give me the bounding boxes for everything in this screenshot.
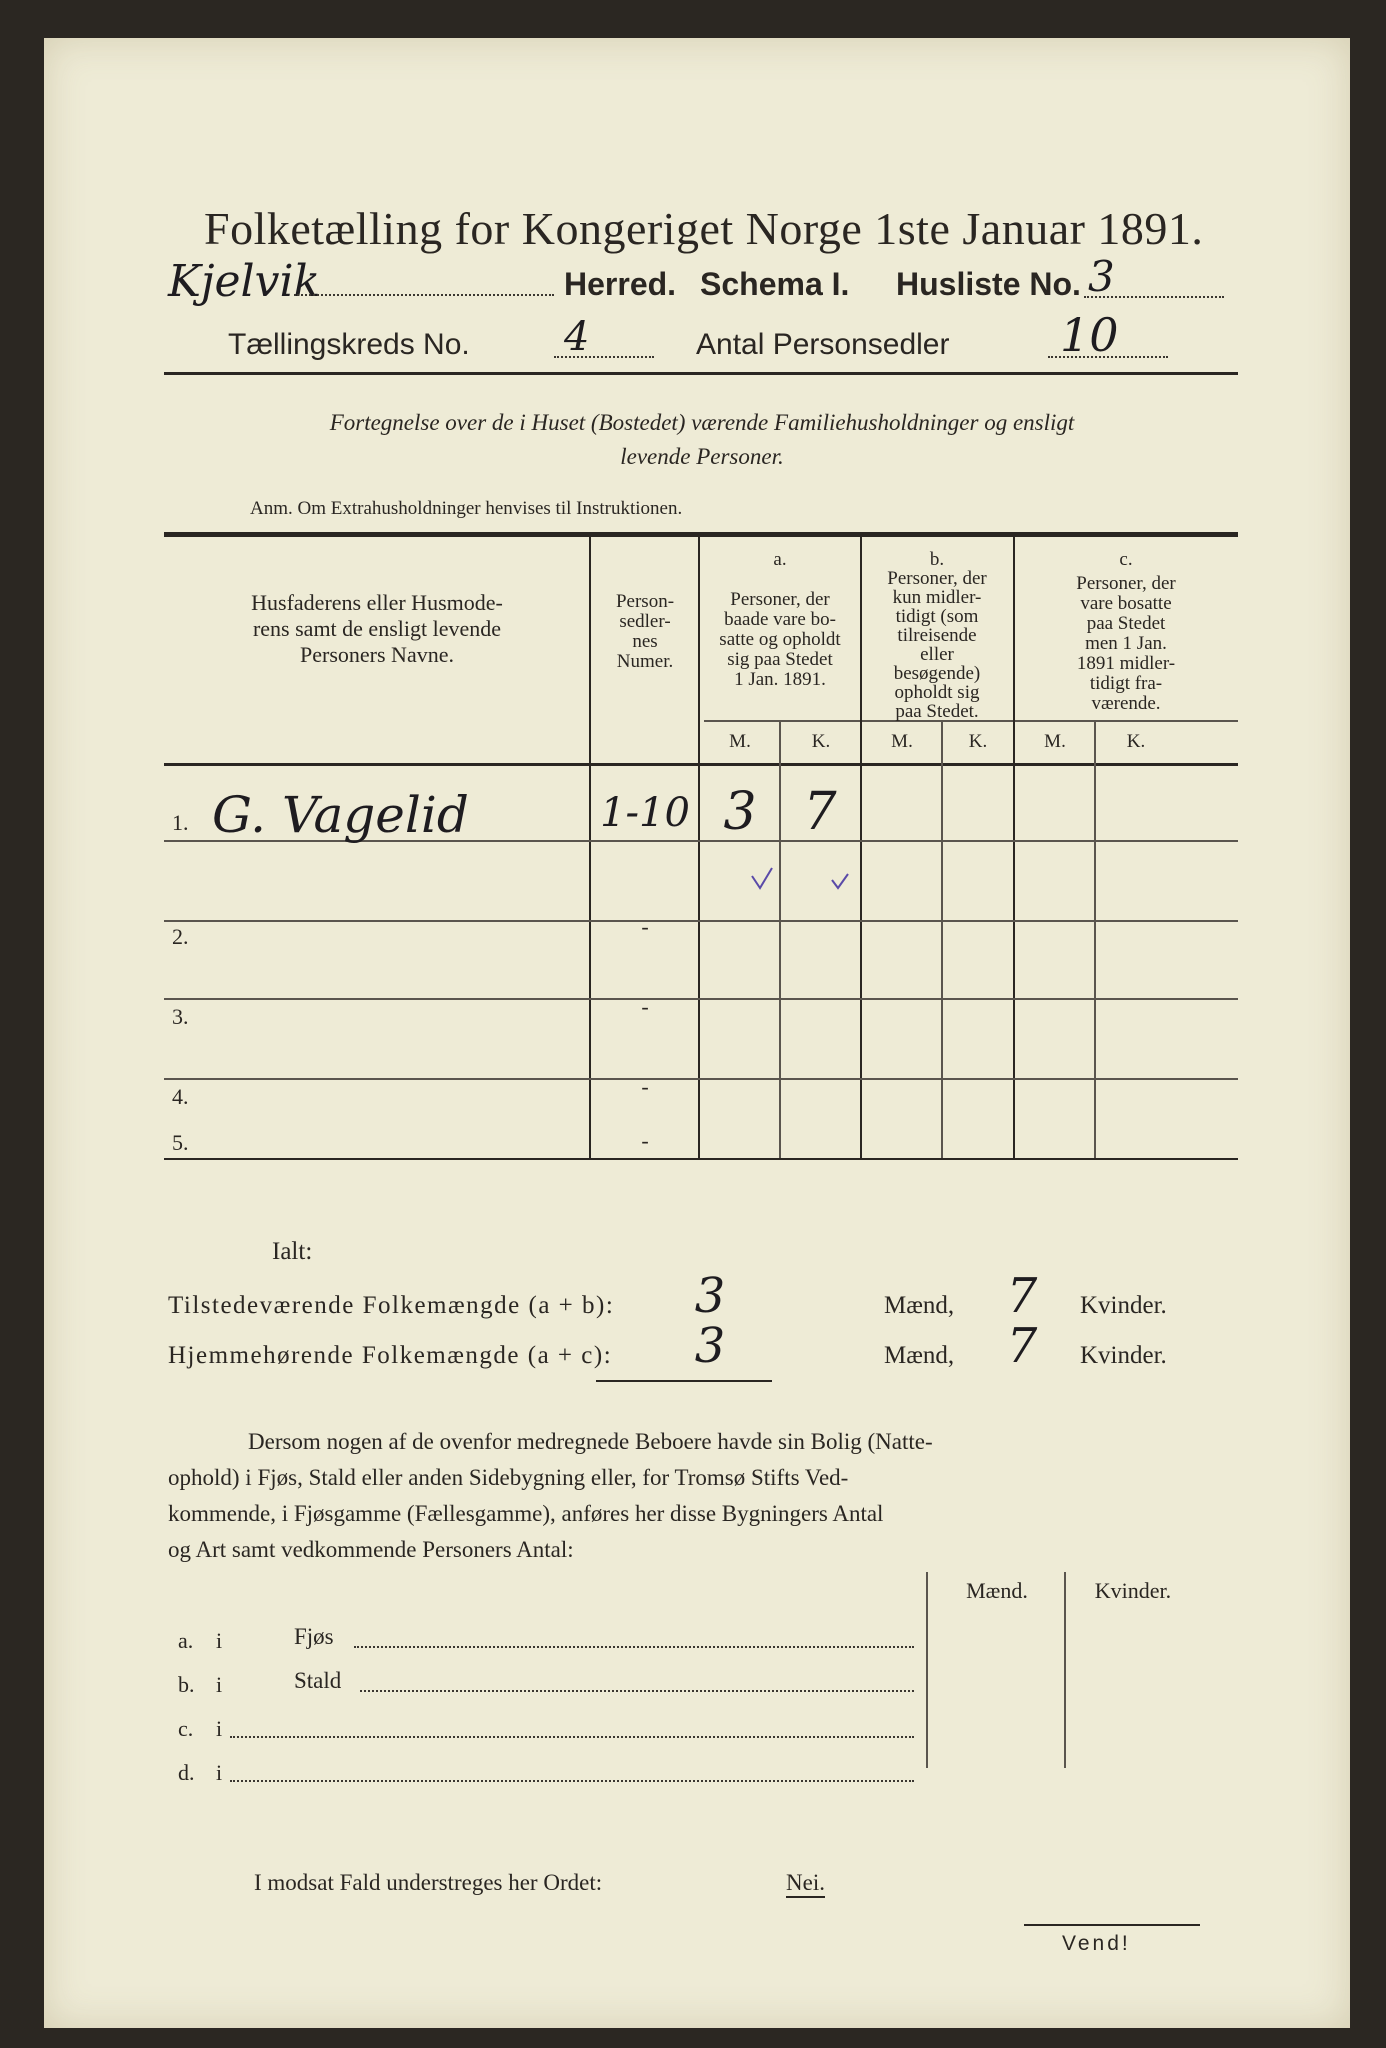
row-number: 5.: [172, 1130, 189, 1155]
notice-line: kommende, i Fjøsgamme (Fællesgamme), anføres her disse Bygningers Antal: [168, 1501, 884, 1526]
building-prefix: i: [216, 1760, 223, 1785]
check-mark-a-m: [752, 868, 772, 888]
table-header-rule: [164, 763, 1238, 766]
census-form-page: [44, 38, 1350, 2028]
notice-paragraph: [168, 1424, 1240, 1568]
row-numer-value: -: [641, 994, 649, 1019]
tilstede-maend: Mænd,: [884, 1292, 955, 1319]
col-header-numer-line: Person-: [615, 591, 675, 612]
building-prefix: i: [216, 1628, 223, 1653]
col-header-names-line: Personers Navne.: [300, 642, 454, 667]
row-number: 3.: [172, 1004, 189, 1029]
tilstede-k-handwritten: 7: [1006, 1268, 1038, 1324]
col-rule-numer: [589, 536, 591, 1158]
col-a-letter: a.: [773, 549, 787, 570]
row-line: [164, 1078, 1238, 1080]
col-b-line: besøgende): [893, 663, 981, 684]
col-header-numer-line: nes: [632, 631, 658, 652]
building-letter: b.: [178, 1672, 195, 1697]
tilstede-m-handwritten: 3: [694, 1268, 726, 1324]
building-letter: c.: [178, 1716, 194, 1741]
building-dotted-line: [230, 1736, 914, 1738]
col-b-line: Personer, der: [887, 568, 987, 589]
row-numer-value: -: [641, 914, 649, 939]
row-numer-value: -: [641, 1128, 649, 1153]
col-b-line: tilreisende: [897, 625, 977, 646]
col-header-names-line: Husfaderens eller Husmode-: [251, 590, 503, 615]
buildings-maend-header: Mænd.: [966, 1578, 1028, 1603]
col-header-b: [862, 550, 1012, 721]
notice-line: og Art samt vedkommende Personers Antal:: [168, 1537, 574, 1562]
building-label: Stald: [294, 1668, 342, 1693]
row-a-k-value: 7: [803, 782, 837, 842]
kreds-handwritten: 4: [564, 314, 590, 360]
col-a-line: sig paa Stedet: [727, 649, 833, 670]
building-prefix: i: [216, 1716, 223, 1741]
husliste-dotted-line: [1084, 296, 1224, 298]
personsedler-label: Antal Personsedler: [696, 328, 950, 361]
kreds-dotted-line: [554, 356, 654, 358]
check-mark-a-k: [832, 874, 848, 888]
building-label: Fjøs: [294, 1624, 334, 1649]
col-c-line: 1891 midler-: [1076, 653, 1176, 674]
vend-rule: [1024, 1924, 1200, 1926]
row-numer-handwritten: 1-10: [600, 790, 690, 836]
col-b-letter: b.: [929, 549, 945, 570]
col-c-line: Personer, der: [1076, 573, 1176, 594]
col-b-line: tidigt (som: [895, 606, 979, 627]
building-dotted-line: [354, 1646, 914, 1648]
hjemme-kvinder: Kvinder.: [1080, 1342, 1167, 1369]
herred-dotted-line: [294, 294, 554, 296]
building-prefix: i: [216, 1672, 223, 1697]
notice-line: ophold) i Fjøs, Stald eller anden Sidebygning eller, for Tromsø Stifts Ved-: [168, 1465, 849, 1490]
tilstede-kvinder: Kvinder.: [1080, 1292, 1167, 1319]
col-a-line: satte og opholdt: [719, 629, 841, 650]
kreds-label: Tællingskreds No.: [228, 328, 470, 361]
nei-word: Nei.: [786, 1870, 825, 1898]
hjemme-k-handwritten: 7: [1006, 1318, 1038, 1374]
separator-rule: [596, 1380, 772, 1382]
husliste-label: Husliste No.: [896, 266, 1081, 302]
col-header-names: [172, 590, 582, 668]
col-b-line: opholdt sig: [894, 682, 980, 703]
building-dotted-line: [230, 1780, 914, 1782]
row-name-handwritten: G. Vagelid: [212, 786, 469, 844]
form-title: Folketælling for Kongeriget Norge 1ste Januar 1891.: [204, 203, 1204, 254]
col-c-line: vare bosatte: [1080, 593, 1172, 614]
a-m-label: M.: [729, 731, 751, 752]
col-rule-a: [698, 536, 700, 1158]
b-m-label: M.: [891, 731, 913, 752]
c-m-label: M.: [1044, 731, 1066, 752]
col-header-a: [701, 550, 859, 690]
col-b-line: paa Stedet.: [895, 701, 979, 722]
hjemme-maend: Mænd,: [884, 1342, 955, 1369]
buildings-col-rule: [926, 1572, 928, 1768]
a-k-label: K.: [811, 731, 831, 752]
check-marks: [748, 864, 868, 894]
ialt-label: Ialt:: [272, 1238, 313, 1265]
personsedler-handwritten: 10: [1060, 308, 1119, 362]
col-header-names-line: rens samt de ensligt levende: [252, 616, 502, 641]
col-b-line: eller: [920, 644, 954, 665]
c-k-label: K.: [1126, 731, 1146, 752]
anm-note: Anm. Om Extrahusholdninger henvises til Instruktionen.: [250, 498, 683, 519]
col-c-line: tidigt fra-: [1089, 673, 1163, 694]
col-c-letter: c.: [1119, 549, 1133, 570]
herred-handwritten: Kjelvik: [168, 256, 321, 307]
col-header-numer: [592, 592, 698, 672]
building-letter: d.: [178, 1760, 195, 1785]
buildings-col-rule: [1064, 1572, 1066, 1768]
row-number: 2.: [172, 924, 189, 949]
hjemme-label: Hjemmehørende Folkemængde (a + c):: [168, 1342, 613, 1369]
herred-label: Herred.: [564, 266, 677, 302]
col-c-line: men 1 Jan.: [1085, 633, 1167, 654]
notice-line: Dersom nogen af de ovenfor medregnede Beboere havde sin Bolig (Natte-: [248, 1429, 933, 1454]
vend-label: Vend!: [1062, 1932, 1131, 1955]
col-header-numer-line: Numer.: [616, 651, 674, 672]
intro-line-2: levende Personer.: [620, 444, 784, 469]
row-line: [164, 998, 1238, 1000]
col-header-numer-line: sedler-: [619, 611, 671, 632]
personsedler-dotted-line: [1048, 356, 1168, 358]
col-c-line: paa Stedet: [1086, 613, 1166, 634]
col-header-c: [1015, 550, 1237, 714]
row-numer-value: -: [641, 1074, 649, 1099]
col-a-line: baade vare bo-: [724, 609, 836, 630]
col-rule-c-mk: [1094, 722, 1096, 1158]
table-top-rule: [164, 532, 1238, 537]
building-dotted-line: [360, 1690, 914, 1692]
col-b-line: kun midler-: [892, 587, 982, 608]
b-k-label: K.: [968, 731, 988, 752]
col-a-line: Personer, der: [730, 589, 830, 610]
col-c-line: værende.: [1091, 693, 1161, 714]
modsat-text: I modsat Fald understreges her Ordet:: [254, 1870, 603, 1895]
col-rule-a-mk: [779, 722, 781, 1158]
intro-line-1: Fortegnelse over de i Huset (Bostedet) værende Familiehusholdninger og ensligt: [329, 410, 1075, 435]
row-number: 1.: [172, 810, 189, 835]
header-rule: [164, 372, 1238, 375]
row-a-m-value: 3: [723, 782, 757, 842]
row-number: 4.: [172, 1084, 189, 1109]
tilstede-label: Tilstedeværende Folkemængde (a + b):: [168, 1292, 615, 1319]
table-bottom-rule: [164, 1158, 1238, 1160]
row-line: [164, 920, 1238, 922]
building-letter: a.: [178, 1628, 194, 1653]
intro-text: [164, 406, 1240, 474]
husliste-handwritten: 3: [1088, 252, 1115, 301]
schema-label: Schema I.: [700, 266, 850, 302]
hjemme-m-handwritten: 3: [694, 1318, 726, 1374]
buildings-kvinder-header: Kvinder.: [1094, 1578, 1172, 1603]
col-rule-b-mk: [941, 722, 943, 1158]
col-a-line: 1 Jan. 1891.: [734, 669, 826, 690]
